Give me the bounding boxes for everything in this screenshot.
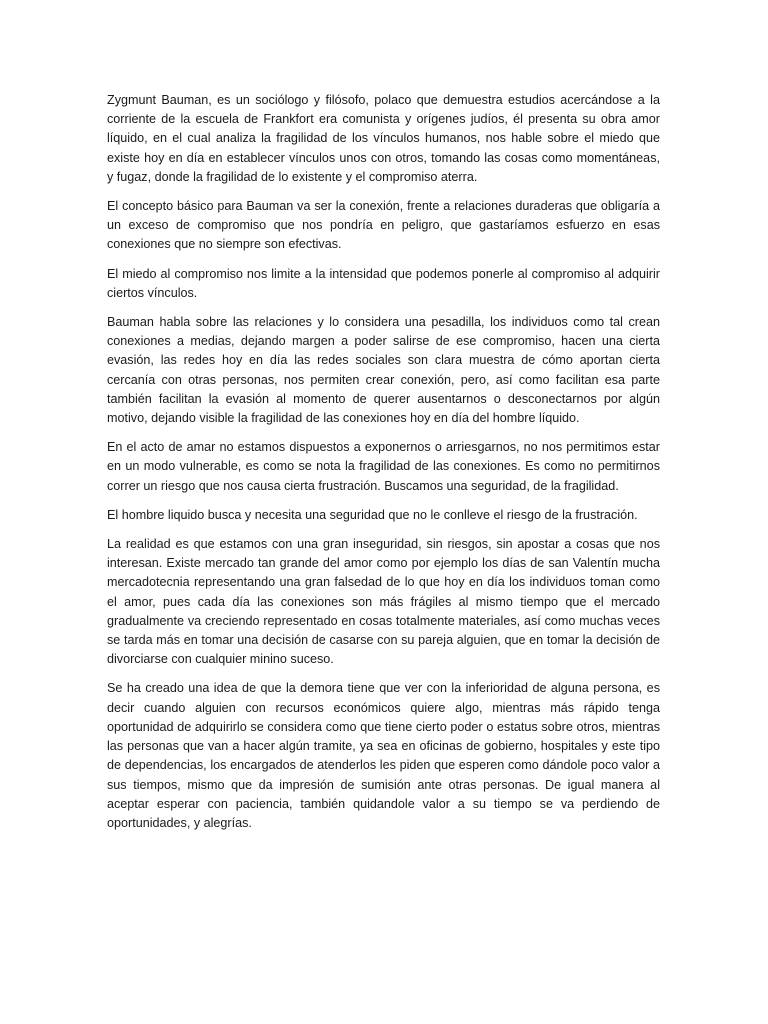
paragraph: El miedo al compromiso nos limite a la intensidad que podemos ponerle al compromiso al adquirir ciertos vínculos.: [107, 266, 660, 300]
paragraph: Zygmunt Bauman, es un sociólogo y filósofo, polaco que demuestra estudios acercándose a la corriente de la escuela de Frankfort era comunista y orígenes judíos, él presenta su obra amor líquido, en el cual analiza la fragilidad de los vínculos humanos, nos hable sobre el miedo que existe hoy en día en establecer vínculos unos con otros, tomando las cosas como momentáneas, y fugaz, donde la fragilidad de lo existente y el compromiso aterra.: [107, 93, 660, 184]
paragraph: La realidad es que estamos con una gran inseguridad, sin riesgos, sin apostar a cosas que nos interesan. Existe mercado tan grande del amor como por ejemplo los días de san Valentín mucha mercadotecnia representando una gran falsedad de lo que hoy en día los individuos toman como el amor, pues cada día las conexiones son más frágiles al mismo tiempo que el mercado gradualmente va creciendo representado en cosas totalmente materiales, así como muchas veces se tarda más en tomar una decisión de casarse con su pareja alguien, que en tomar la decisión de divorciarse con cualquier minino suceso.: [107, 537, 660, 667]
document-body: [107, 91, 660, 843]
paragraph: El hombre liquido busca y necesita una seguridad que no le conlleve el riesgo de la frustración.: [107, 507, 638, 522]
paragraph: Bauman habla sobre las relaciones y lo considera una pesadilla, los individuos como tal crean conexiones a medias, dejando margen a poder salirse de ese compromiso, hacen una cierta evasión, las redes hoy en día las redes sociales son clara muestra de cómo aportan cierta cercanía con otras personas, nos permiten crear conexión, pero, así como facilitan esa parte también facilitan la evasión al momento de querer ausentarnos o desconectarnos por algún motivo, dejando visible la fragilidad de las conexiones hoy en día del hombre líquido.: [107, 315, 660, 426]
paragraph: El concepto básico para Bauman va ser la conexión, frente a relaciones duraderas que obligaría a un exceso de compromiso que nos pondría en peligro, que gastaríamos esfuerzo en esas conexiones que no siempre son efectivas.: [107, 199, 660, 252]
paragraph: En el acto de amar no estamos dispuestos a exponernos o arriesgarnos, no nos permitimos estar en un modo vulnerable, es como se nota la fragilidad de las conexiones. Es como no permitirnos correr un riesgo que nos causa cierta frustración. Buscamos una seguridad, de la fragilidad.: [107, 440, 660, 493]
paragraph: Se ha creado una idea de que la demora tiene que ver con la inferioridad de alguna persona, es decir cuando alguien con recursos económicos quiere algo, mientras más rápido tenga oportunidad de adquirirlo se considera como que tiene cierto poder o estatus sobre otros, mientras las personas que van a hacer algún tramite, ya sea en oficinas de gobierno, hospitales y este tipo de dependencias, los encargados de atenderlos les piden que esperen como dándole poco valor a sus tiempos, mismo que da impresión de sumisión ante otras personas. De igual manera al aceptar esperar con paciencia, también quidandole valor a su tiempo se va perdiendo de oportunidades, y alegrías.: [107, 681, 660, 830]
